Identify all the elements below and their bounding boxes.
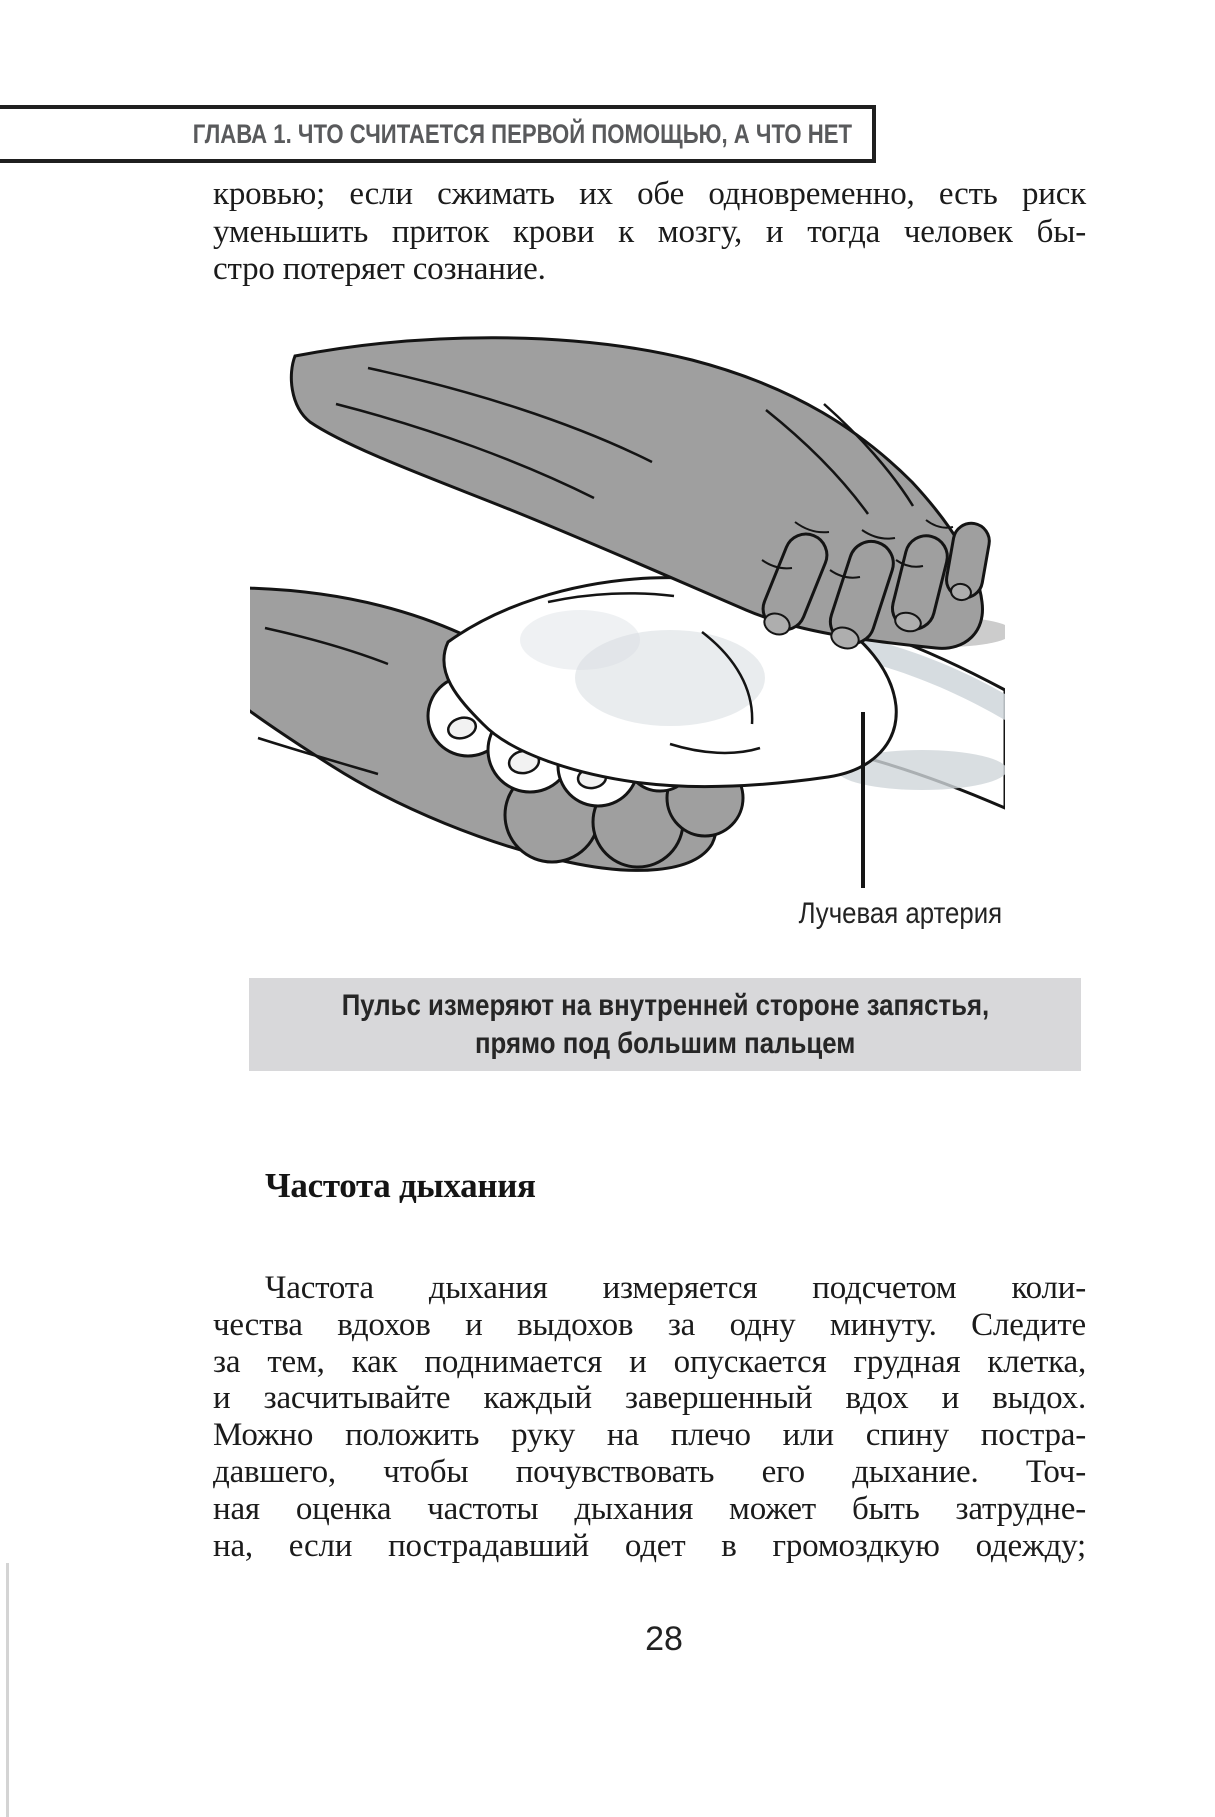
artery-pointer-line — [861, 712, 865, 888]
text-line: Можно положить руку на плечо или спину постра- — [213, 1417, 1086, 1454]
chapter-header-rule-bottom — [0, 159, 876, 163]
text-line: за тем, как поднимается и опускается грудная клетка, — [213, 1343, 1086, 1380]
text-line: и засчитывайте каждый завершенный вдох и выдох. — [213, 1380, 1086, 1417]
text-line: на, если пострадавший одет в громоздкую одежду; — [213, 1527, 1086, 1564]
caption-line: Пульс измеряют на внутренней стороне запястья, — [341, 989, 989, 1022]
text-line: Частота дыхания измеряется подсчетом коли- — [265, 1270, 1086, 1306]
figure-caption-box — [249, 978, 1081, 1071]
chapter-title: ГЛАВА 1. ЧТО СЧИТАЕТСЯ ПЕРВОЙ ПОМОЩЬЮ, А ЧТО НЕТ — [192, 119, 852, 149]
pulse-check-illustration — [250, 310, 1005, 890]
text-line: уменьшить приток крови к мозгу, и тогда человек бы- — [213, 213, 1086, 250]
caption-line: прямо под большим пальцем — [474, 1027, 856, 1060]
text-line: чества вдохов и выдохов за одну минуту. Следите — [213, 1306, 1086, 1343]
section-heading: Частота дыхания — [265, 1166, 536, 1205]
paragraph-1 — [213, 176, 1086, 289]
text-line: ная оценка частоты дыхания может быть затрудне- — [213, 1490, 1086, 1527]
figure-label-text: Лучевая артерия — [798, 897, 1002, 930]
page-number: 28 — [645, 1620, 683, 1658]
text-line: стро потеряет сознание. — [213, 251, 546, 287]
paragraph-2 — [213, 1270, 1086, 1564]
text-line: давшего, чтобы почувствовать его дыхание. Точ- — [213, 1453, 1086, 1490]
text-line: кровью; если сжимать их обе одновременно, есть риск — [213, 176, 1086, 212]
scan-edge-artifact — [6, 1563, 9, 1817]
chapter-header-rule-right — [872, 105, 876, 163]
chapter-header — [0, 109, 852, 159]
figure-label — [740, 897, 1060, 931]
